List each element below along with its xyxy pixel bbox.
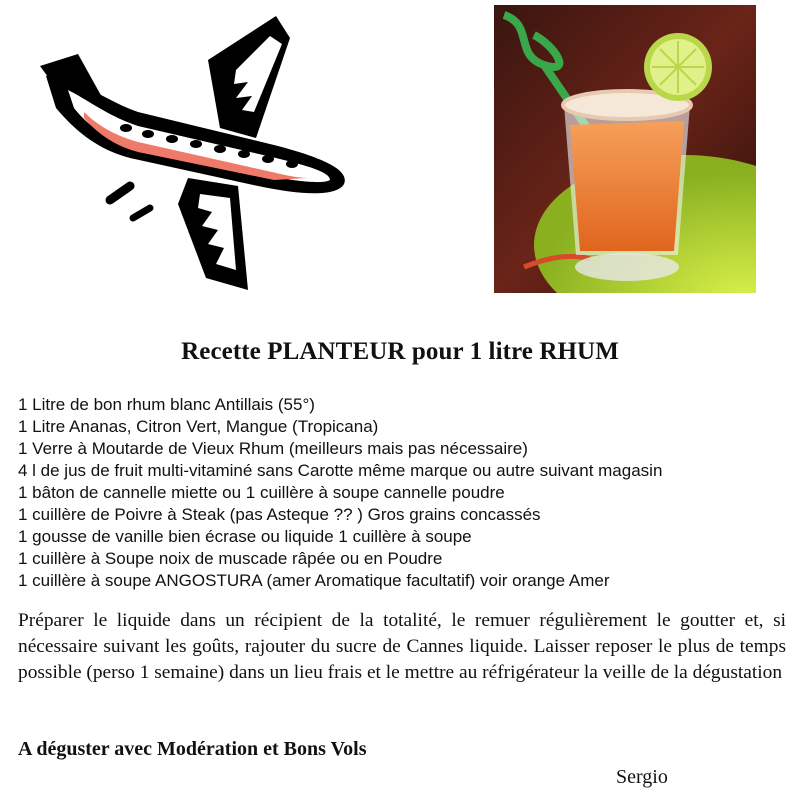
ingredient-item: 1 cuillère à Soupe noix de muscade râpée ou en Poudre [18, 549, 443, 568]
closing-line: A déguster avec Modération et Bons Vols [18, 738, 367, 760]
ingredient-item: 1 Litre de bon rhum blanc Antillais (55°) [18, 395, 315, 414]
airplane-illustration [38, 8, 378, 293]
ingredient-item: 1 cuillère à soupe ANGOSTURA (amer Aromatique facultatif) voir orange Amer [18, 571, 610, 590]
ingredient-item: 1 bâton de cannelle miette ou 1 cuillère à soupe cannelle poudre [18, 483, 505, 502]
cocktail-photo [494, 5, 756, 293]
airplane-icon [38, 8, 378, 293]
signature: Sergio [616, 766, 668, 788]
ingredient-item: 1 cuillère de Poivre à Steak (pas Asteque ?? ) Gros grains concassés [18, 505, 541, 524]
ingredient-item: 1 gousse de vanille bien écrase ou liquide 1 cuillère à soupe [18, 527, 472, 546]
ingredient-item: 1 Litre Ananas, Citron Vert, Mangue (Tropicana) [18, 417, 379, 436]
recipe-title: Recette PLANTEUR pour 1 litre RHUM [181, 338, 619, 365]
cocktail-glass-icon [494, 5, 756, 293]
ingredient-item: 1 Verre à Moutarde de Vieux Rhum (meilleurs mais pas nécessaire) [18, 439, 528, 458]
preparation-paragraph: Préparer le liquide dans un récipient de la totalité, le remuer régulièrement le goutter et, si nécessaire suivant les goûts, rajouter du sucre de Cannes liquide. Laisser reposer le plus de temps possible (perso 1 semaine) dans un lieu frais et le mettre au réfrigérateur la veille de la dégustation [18, 610, 786, 683]
ingredient-list [18, 394, 798, 592]
ingredient-item: 4 l de jus de fruit multi-vitaminé sans Carotte même marque ou autre suivant magasin [18, 461, 663, 480]
